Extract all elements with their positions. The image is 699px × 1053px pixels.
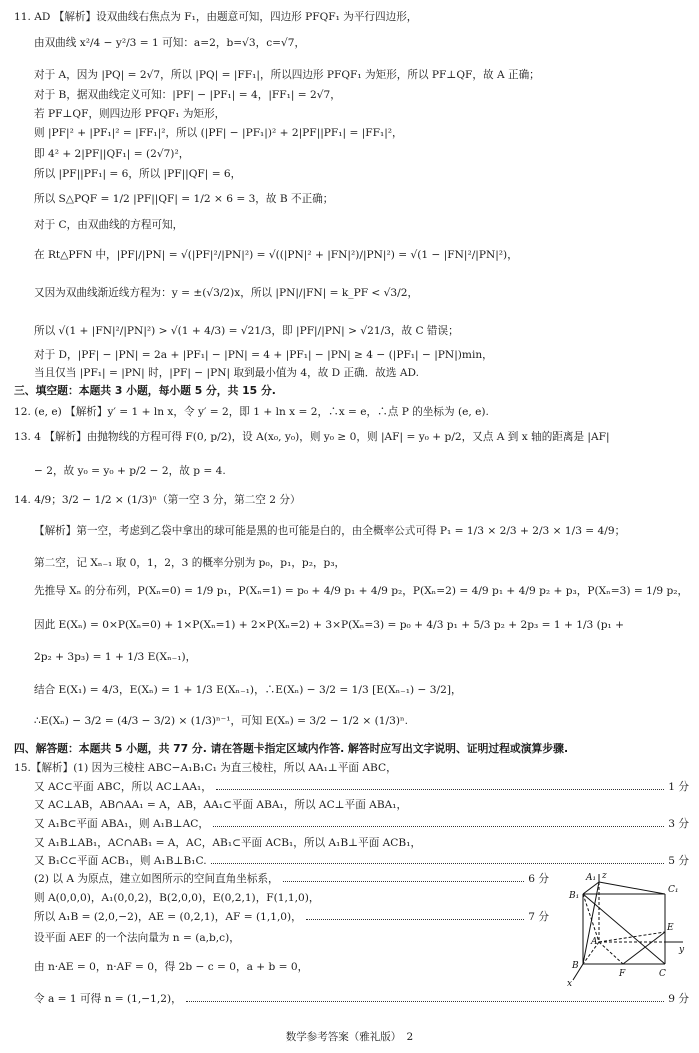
q11-line: 所以 |PF||PF₁| = 6，所以 |PF||QF| = 6，: [34, 168, 242, 180]
q15-line: 则 A(0,0,0)，A₁(0,0,2)，B(2,0,0)，E(0,2,1)，F(1,1,0)，: [34, 892, 320, 904]
q15-step: 又 A₁B⊂平面 ABA₁，则 A₁B⊥AC， 3 分: [34, 818, 689, 830]
q15-header: 15.【解析】(1) 因为三棱柱 ABC−A₁B₁C₁ 为直三棱柱，所以 AA₁⊥平面 ABC，: [14, 762, 397, 774]
q15-step: 所以 A₁B = (2,0,−2)，AE = (0,2,1)，AF = (1,1,0)， 7 分: [34, 911, 549, 923]
q11-header: 11. AD 【解析】设双曲线右焦点为 F₁，由题意可知，四边形 PFQF₁ 为平行四边形，: [14, 11, 418, 23]
label-a: A: [591, 937, 598, 947]
q14-line: 第二空，记 Xₙ₋₁ 取 0，1，2，3 的概率分别为 p₀，p₁，p₂，p₃，: [34, 557, 346, 569]
q11-line: 对于 B，据双曲线定义可知：|PF| − |PF₁| = 4，|FF₁| = 2√7，: [34, 89, 341, 101]
q14-line: 2p₂ + 3p₃) = 1 + 1/3 E(Xₙ₋₁)，: [34, 651, 197, 663]
q14-line: 【解析】第一空，考虑到乙袋中拿出的球可能是黑的也可能是白的，由全概率公式可得 P₁ = 1/3 × 2/3 + 2/3 × 1/3 = 4/9；: [34, 525, 626, 537]
q15-step: 又 B₁C⊂平面 ACB₁，则 A₁B⊥B₁C. 5 分: [34, 855, 689, 867]
q11-line: 对于 A，因为 |PQ| = 2√7，所以 |PQ| = |FF₁|，所以四边形 PFQF₁ 为矩形，所以 PF⊥QF，故 A 正确；: [34, 69, 540, 81]
edge-a1c1: [599, 882, 665, 894]
q13-answer: 13. 4 【解析】由抛物线的方程可得 F(0, p/2)，设 A(x₀, y₀)，则 y₀ ≥ 0，则 |AF| = y₀ + p/2，又点 A 到 x 轴的距离是 |AF|: [14, 431, 610, 443]
page-footer: 数学参考答案（雅礼版） 2: [285, 1031, 414, 1043]
q11-line: 若 PF⊥QF，则四边形 PFQF₁ 为矩形，: [34, 108, 226, 120]
q15-line: 由 n·AE = 0，n·AF = 0，得 2b − c = 0，a + b = 0，: [34, 961, 309, 973]
segment-af: [599, 942, 623, 964]
label-f: F: [619, 969, 626, 979]
segment-ae: [599, 932, 665, 942]
label-c: C: [659, 969, 666, 979]
q11-line: 由双曲线 x²/4 − y²/3 = 1 可知：a=2，b=√3，c=√7，: [34, 37, 306, 49]
q11-line: 则 |PF|² + |PF₁|² = |FF₁|²，所以 (|PF| − |PF₁|)² + 2|PF||PF₁| = |FF₁|²，: [34, 127, 403, 139]
q11-line: 对于 D，|PF| − |PN| = 2a + |PF₁| − |PN| = 4 + |PF₁| − |PN| ≥ 4 − (|PF₁| − |PN|)min，: [34, 349, 493, 361]
score-mark: 5 分: [668, 855, 689, 867]
q11-line: 在 Rt△PFN 中，|PF|/|PN| = √(|PF|²/|PN|²) = √((|PN|² + |FN|²)/|PN|²) = √(1 − |FN|²/|PN|²)，: [34, 249, 518, 261]
q12-answer: 12. (e, e) 【解析】y′ = 1 + ln x，令 y′ = 2，即 1 + ln x = 2，∴x = e，∴点 P 的坐标为 (e, e).: [14, 406, 489, 418]
diag-b1c: [583, 894, 665, 964]
prism-figure: [555, 872, 690, 987]
q11-line: 又因为双曲线渐近线方程为：y = ±(√3/2)x，所以 |PN|/|FN| = k_PF < √3/2，: [34, 287, 419, 299]
label-x: x: [567, 979, 573, 987]
q15-step: 令 a = 1 可得 n = (1,−1,2)， 9 分: [34, 993, 689, 1005]
q11-line: 当且仅当 |PF₁| = |PN| 时，|PF| − |PN| 取到最小值为 4，故 D 正确．故选 AD.: [34, 367, 419, 379]
score-mark: 6 分: [528, 873, 549, 885]
q15-step: 又 AC⊂平面 ABC，所以 AC⊥AA₁， 1 分: [34, 781, 689, 793]
q11-line: 所以 √(1 + |FN|²/|PN|²) > √(1 + 4/3) = √21/3，即 |PF|/|PN| > √21/3，故 C 错误；: [34, 325, 459, 337]
q15-line: 又 AC⊥AB，AB∩AA₁ = A，AB，AA₁⊂平面 ABA₁，所以 AC⊥平面 ABA₁，: [34, 799, 408, 811]
q13-line: − 2，故 y₀ = y₀ + p/2 − 2，故 p = 4.: [34, 465, 226, 477]
q15-line: 又 A₁B⊥AB₁，AC∩AB₁ = A，AC，AB₁⊂平面 ACB₁，所以 A₁B⊥平面 ACB₁，: [34, 837, 422, 849]
q14-answer: 14. 4/9；3/2 − 1/2 × (1/3)ⁿ（第一空 3 分，第二空 2 分）: [14, 494, 301, 506]
q15-step: (2) 以 A 为原点，建立如图所示的空间直角坐标系， 6 分: [34, 873, 549, 885]
q14-line: ∴E(Xₙ) − 3/2 = (4/3 − 3/2) × (1/3)ⁿ⁻¹，可知 E(Xₙ) = 3/2 − 1/2 × (1/3)ⁿ.: [34, 715, 408, 727]
q11-line: 即 4² + 2|PF||QF₁| = (2√7)²，: [34, 148, 190, 160]
q11-line: 对于 C，由双曲线的方程可知，: [34, 219, 184, 231]
score-mark: 1 分: [668, 781, 689, 793]
label-e: E: [667, 923, 674, 933]
q11-line: 所以 S△PQF = 1/2 |PF||QF| = 1/2 × 6 = 3，故 B 不正确；: [34, 193, 334, 205]
label-z: z: [602, 872, 607, 881]
label-c1: C₁: [668, 885, 679, 895]
score-mark: 7 分: [528, 911, 549, 923]
q14-line: 先推导 Xₙ 的分布列，P(Xₙ=0) = 1/9 p₁，P(Xₙ=1) = p₀ + 4/9 p₁ + 4/9 p₂，P(Xₙ=2) = 4/9 p₁ + 4/9 p₂ + p₃，P(Xₙ=3) = 1/9 p₂，: [34, 585, 689, 597]
label-y: y: [679, 945, 685, 955]
label-b: B: [572, 961, 579, 971]
q14-line: 因此 E(Xₙ) = 0×P(Xₙ=0) + 1×P(Xₙ=1) + 2×P(Xₙ=2) + 3×P(Xₙ=3) = p₀ + 4/3 p₁ + 5/3 p₂ + 2p₃ = 1 + 1/3 (p₁ +: [34, 619, 625, 631]
label-b1: B₁: [569, 891, 580, 901]
score-mark: 9 分: [668, 993, 689, 1005]
q14-line: 结合 E(X₁) = 4/3，E(Xₙ) = 1 + 1/3 E(Xₙ₋₁)，∴E(Xₙ) − 3/2 = 1/3 [E(Xₙ₋₁) − 3/2]，: [34, 684, 462, 696]
section-3-heading: 三、填空题：本题共 3 小题，每小题 5 分，共 15 分.: [14, 384, 276, 397]
q15-line: 设平面 AEF 的一个法向量为 n = (a,b,c)，: [34, 932, 240, 944]
label-a1: A₁: [586, 873, 597, 883]
section-4-heading: 四、解答题：本题共 5 小题，共 77 分. 请在答题卡指定区域内作答. 解答时应写出文字说明、证明过程或演算步骤.: [14, 742, 569, 755]
score-mark: 3 分: [668, 818, 689, 830]
